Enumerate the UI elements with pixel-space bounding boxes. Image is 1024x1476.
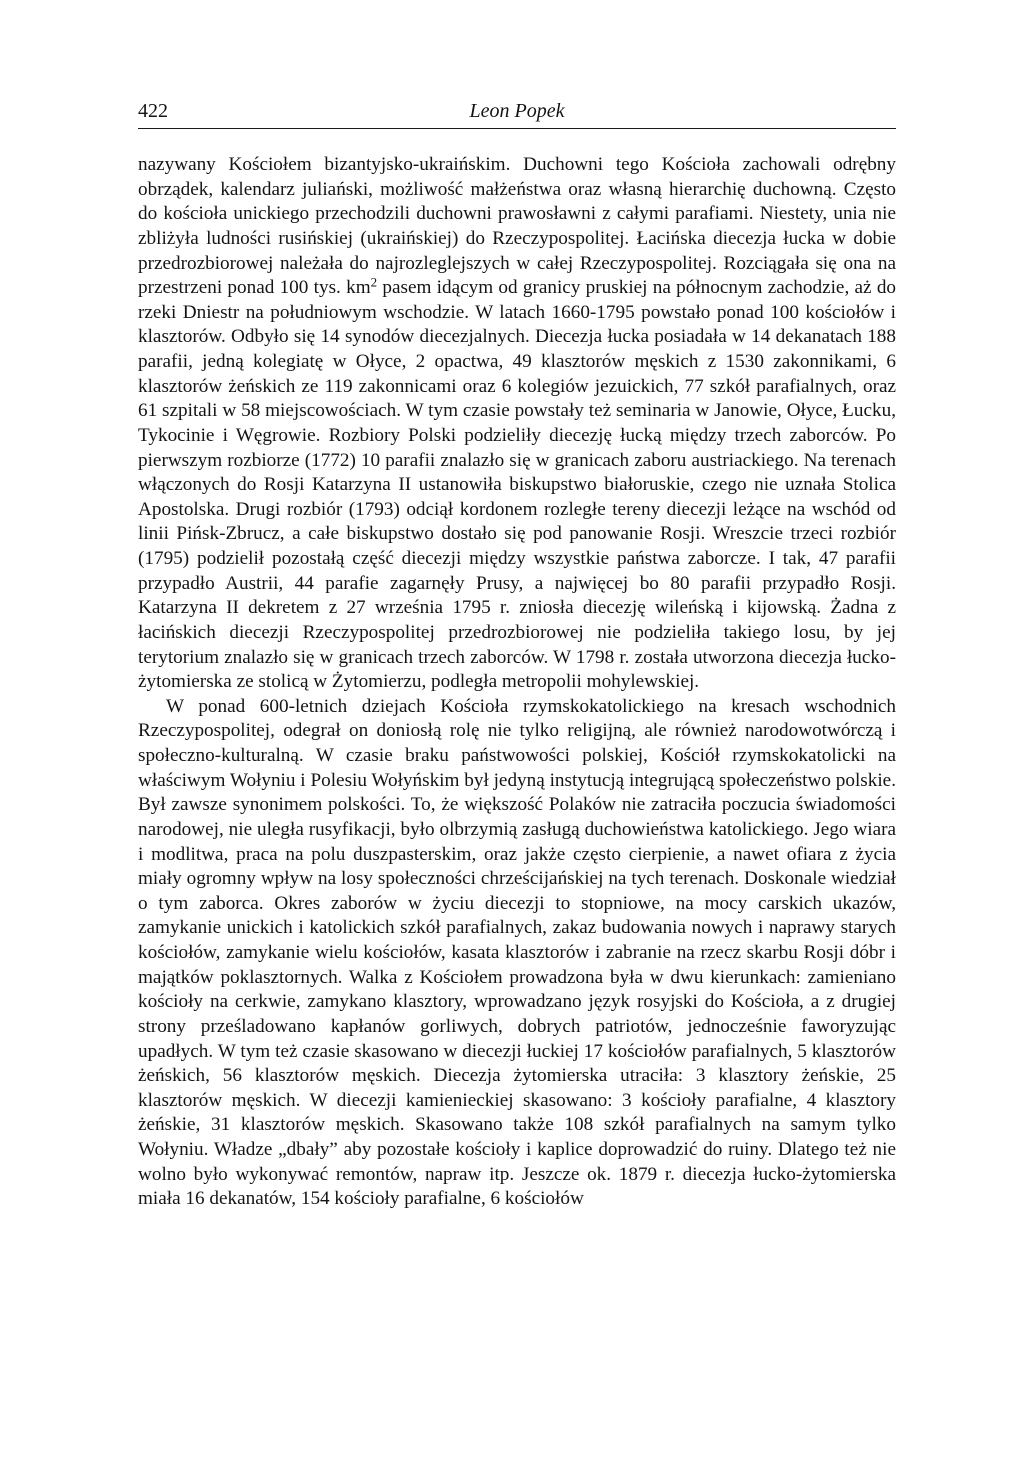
page-number: 422 (138, 100, 168, 122)
body-text (138, 153, 896, 1212)
paragraph-1 (138, 153, 896, 695)
page (138, 98, 896, 1212)
running-title: Leon Popek (469, 100, 565, 122)
superscript-2: 2 (370, 274, 378, 290)
paragraph-1-text-continued: pasem idącym od granicy pruskiej na północnym zachodzie, aż do rzeki Dniestr na południowym wschodzie. W latach 1660-1795 powstało ponad 100 kościołów i klasztorów. Odbyło się 14 synodów diecezjalnych. Diecezja łucka posiadała w 14 dekanatach 188 parafii, jedną kolegiatę w Ołyce, 2 opactwa, 49 klasztorów męskich z 1530 zakonnikami, 6 klasztorów żeńskich ze 119 zakonnicami oraz 6 kolegiów jezuickich, 77 szkół parafialnych, oraz 61 szpitali w 58 miejscowościach. W tym czasie powstały też seminaria w Janowie, Ołyce, Łucku, Tykocinie i Węgrowie. Rozbiory Polski podzieliły diecezję łucką między trzech zaborców. Po pierwszym rozbiorze (1772) 10 parafii znalazło się w granicach zaboru austriackiego. Na terenach włączonych do Rosji Katarzyna II ustanowiła biskupstwo białoruskie, czego nie uznała Stolica Apostolska. Drugi rozbiór (1793) odciął kordonem rozległe tereny diecezji leżące na wschód od linii Pińsk-Zbrucz, a całe biskupstwo dostało się pod panowanie Rosji. Wreszcie trzeci rozbiór (1795) podzielił pozostałą część diecezji między wszystkie państwa zaborcze. I tak, 47 parafii przypadło Austrii, 44 parafie zagarnęły Prusy, a najwięcej bo 80 parafii przypadło Rosji. Katarzyna II dekretem z 27 września 1795 r. zniosła diecezję wileńską i kijowską. Żadna z łacińskich diecezji Rzeczypospolitej przedrozbiorowej nie podzieliła takiego losu, by jej terytorium znalazło się w granicach trzech zaborców. W 1798 r. została utworzona diecezja łucko-żytomierska ze stolicą w Żytomierzu, podległa metropolii mohylewskiej. (138, 277, 897, 693)
running-head (138, 98, 896, 129)
paragraph-2: W ponad 600-letnich dziejach Kościoła rzymskokatolickiego na kresach wschodnich Rzeczypospolitej, odegrał on doniosłą rolę nie tylko religijną, ale również narodowotwórczą i społeczno-kulturalną. W czasie braku państwowości polskiej, Kościół rzymskokatolicki na właściwym Wołyniu i Polesiu Wołyńskim był jedyną instytucją integrującą społeczeństwo polskie. Był zawsze synonimem polskości. To, że większość Polaków nie zatraciła poczucia świadomości narodowej, nie uległa rusyfikacji, było olbrzymią zasługą duchowieństwa katolickiego. Jego wiara i modlitwa, praca na polu duszpasterskim, oraz jakże często cierpienie, a nawet ofiara z życia miały ogromny wpływ na losy społeczności chrześcijańskiej na tych terenach. Doskonale wiedział o tym zaborca. Okres zaborów w życiu diecezji to stopniowe, na mocy carskich ukazów, zamykanie unickich i katolickich szkół parafialnych, zakaz budowania nowych i naprawy starych kościołów, zamykanie wielu kościołów, kasata klasztorów i zabranie na rzecz skarbu Rosji dóbr i majątków poklasztornych. Walka z Kościołem prowadzona była w dwu kierunkach: zamieniano kościoły na cerkwie, zamykano klasztory, wprowadzano język rosyjski do Kościoła, a z drugiej strony prześladowano kapłanów gorliwych, dobrych patriotów, jednocześnie faworyzując upadłych. W tym też czasie skasowano w diecezji łuckiej 17 kościołów parafialnych, 5 klasztorów żeńskich, 56 klasztorów męskich. Diecezja żytomierska utraciła: 3 klasztory żeńskie, 25 klasztorów męskich. W diecezji kamienieckiej skasowano: 3 kościoły parafialne, 4 klasztory żeńskie, 31 klasztorów męskich. Skasowano także 108 szkół parafialnych na samym tylko Wołyniu. Władze „dbały” aby pozostałe kościoły i kaplice doprowadzić do ruiny. Dlatego też nie wolno było wykonywać remontów, napraw itp. Jeszcze ok. 1879 r. diecezja łucko-żytomierska miała 16 dekanatów, 154 kościoły parafialne, 6 kościołów (138, 695, 896, 1210)
paragraph-1-text: nazywany Kościołem bizantyjsko-ukraińskim. Duchowni tego Kościoła zachowali odrębny obrządek, kalendarz juliański, możliwość małżeństwa oraz własną hierarchię duchowną. Często do kościoła unickiego przechodzili duchowni prawosławni z całymi parafiami. Niestety, unia nie zbliżyła ludności rusińskiej (ukraińskiej) do Rzeczypospolitej. Łacińska diecezja łucka w dobie przedrozbiorowej należała do najrozleglejszych w całej Rzeczypospolitej. Rozciągała się ona na przestrzeni ponad 100 tys. km (138, 154, 896, 299)
